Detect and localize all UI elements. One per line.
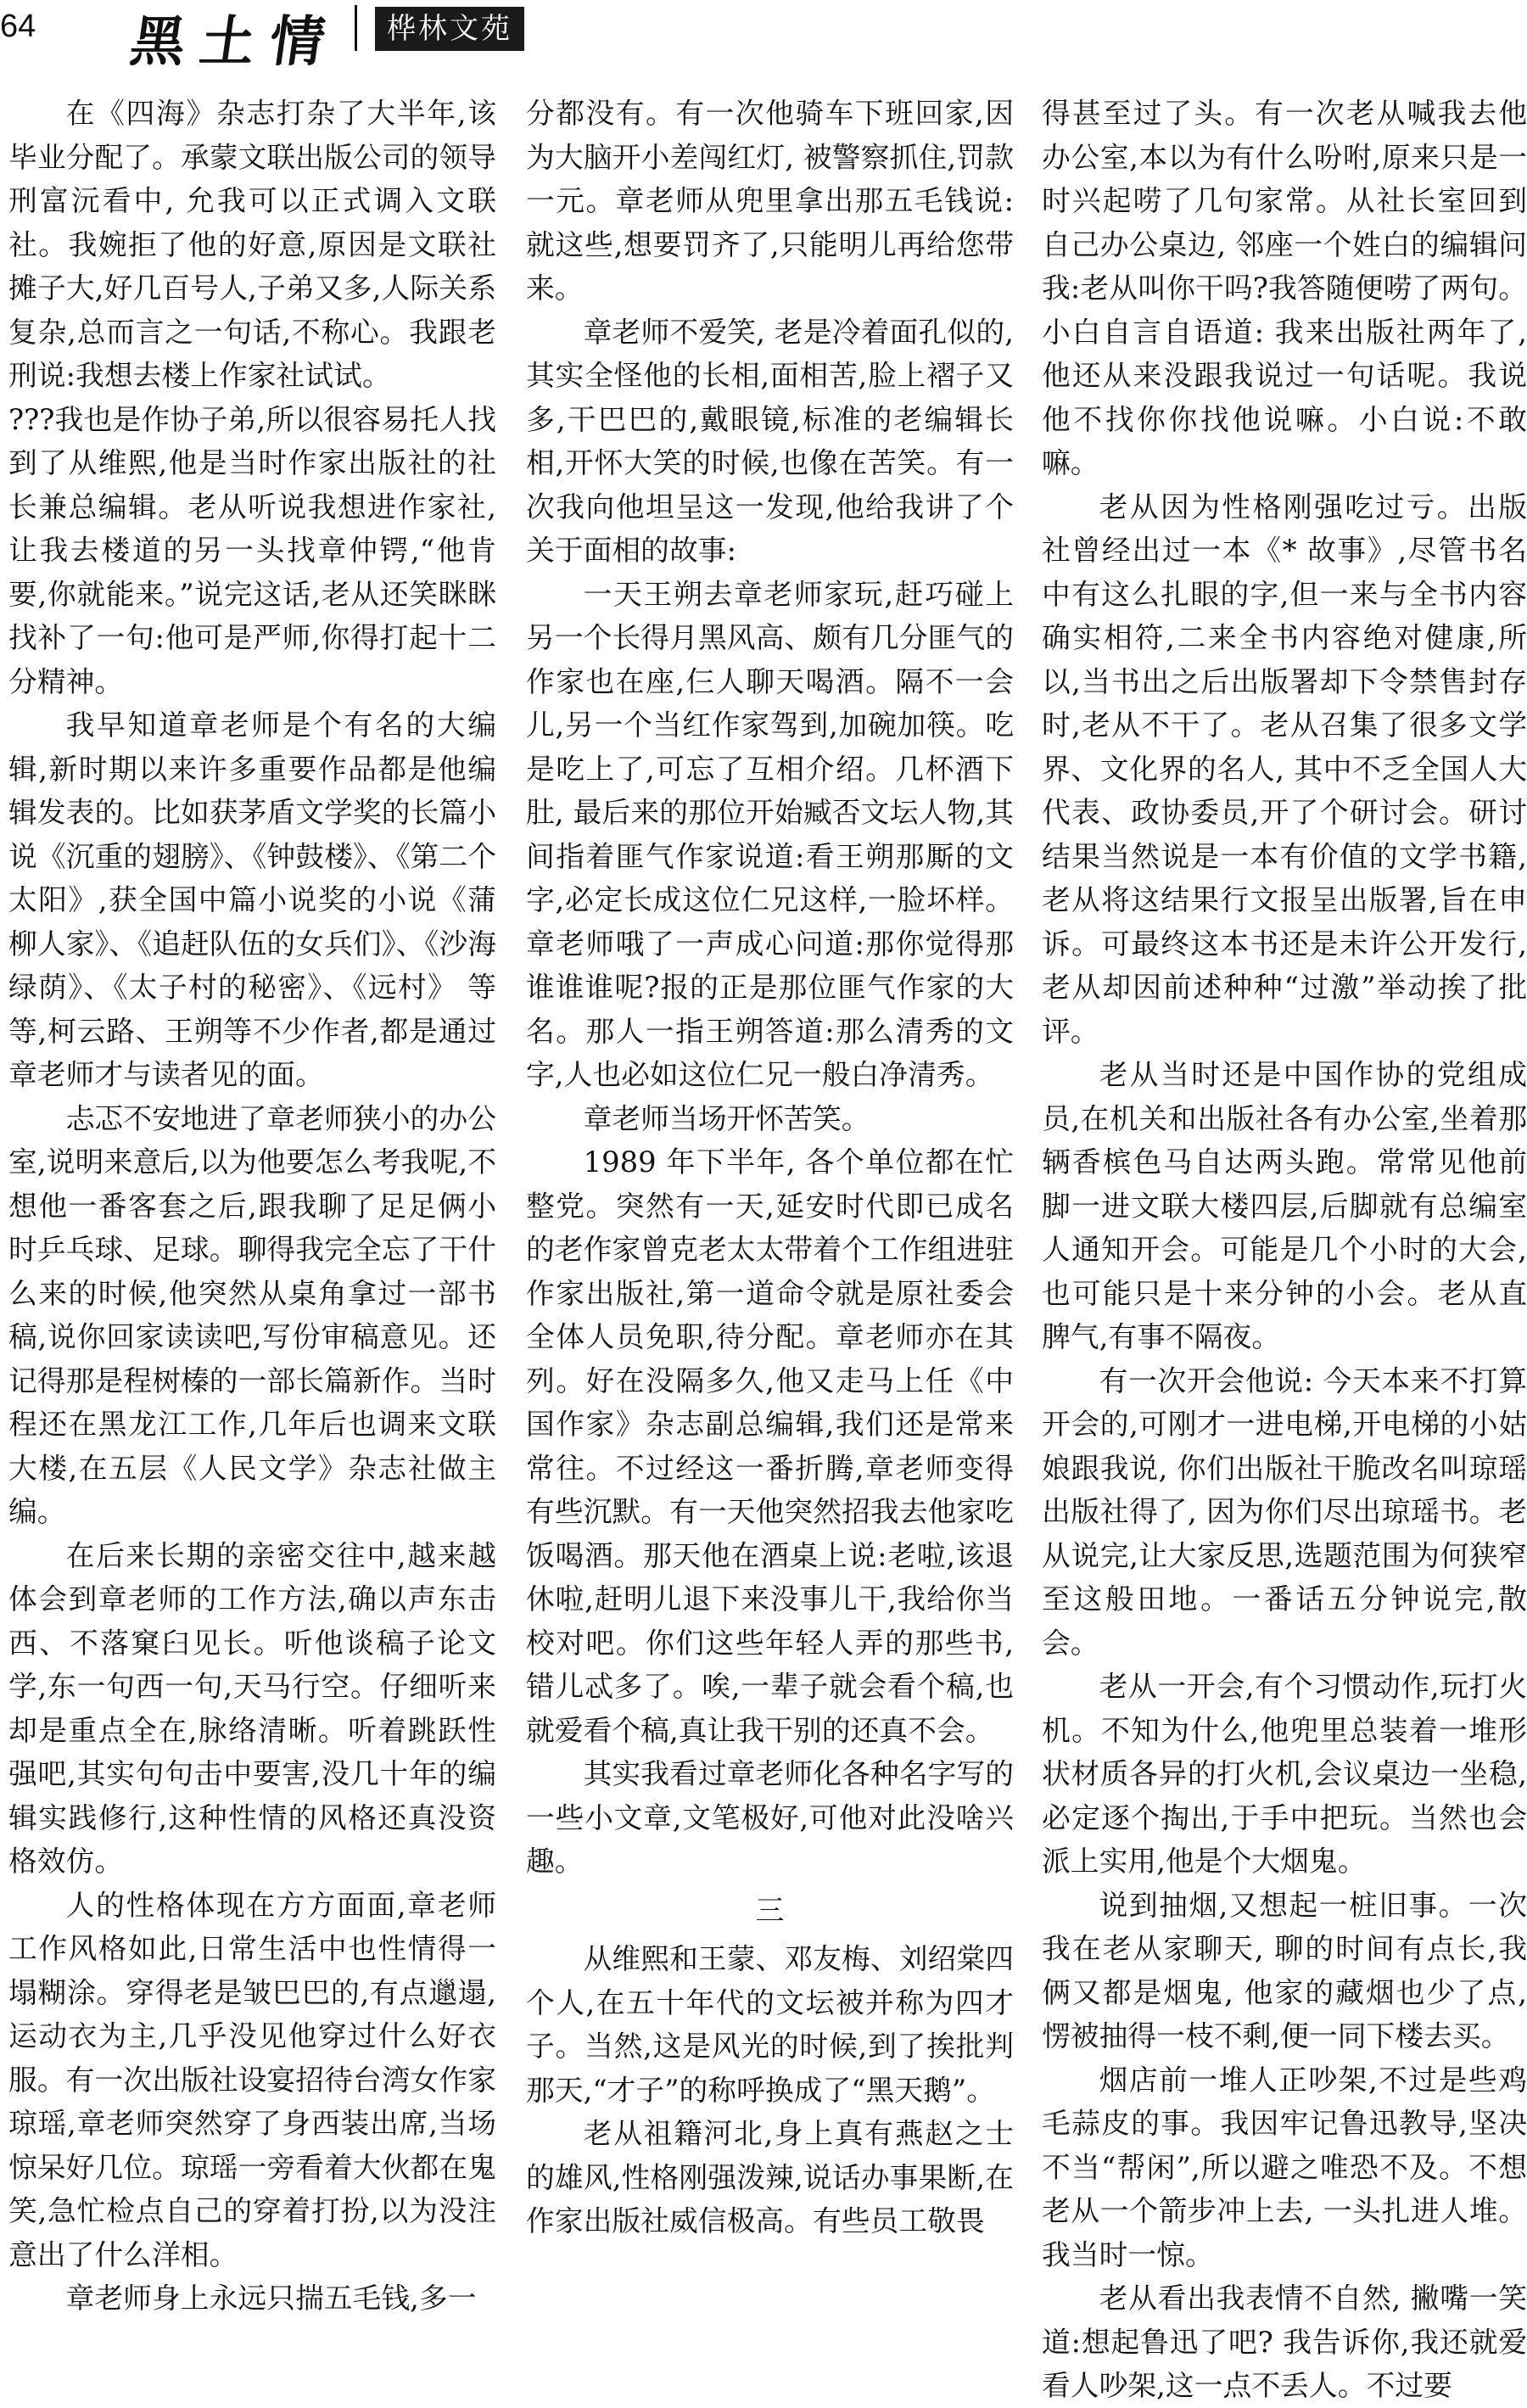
paragraph: 其实我看过章老师化各种名字写的一些小文章,文笔极好,可他对此没啥兴趣。 — [526, 1757, 1014, 1878]
paragraph: 老从看出我表情不自然, 撇嘴一笑道:想起鲁迅了吧? 我告诉你,我还就爱看人吵架,这一点不丢人。不过要 — [1042, 2282, 1527, 2402]
paragraph: 得甚至过了头。有一次老从喊我去他办公室,本以为有什么吩咐,原来只是一时兴起唠了几句家常。从社长室回到自己办公桌边, 邻座一个姓白的编辑问我:老从叫你干吗?我答随便唠了两句。小白自言自语道: 我来出版社两年了,他还从来没跟我说过一句话呢。我说他不找你你找他说嘛。小白说:不敢嘛。 — [1042, 97, 1527, 479]
paragraph: 说到抽烟,又想起一桩旧事。一次我在老从家聊天, 聊的时间有点长,我俩又都是烟鬼, 他家的藏烟也少了点,愣被抽得一枝不剩,便一同下楼去买。 — [1042, 1888, 1527, 2052]
paragraph: 我早知道章老师是个有名的大编辑,新时期以来许多重要作品都是他编辑发表的。比如获茅盾文学奖的长篇小说《沉重的翅膀》、《钟鼓楼》、《第二个太阳》,获全国中篇小说奖的小说《蒲柳人家》、《追赶队伍的女兵们》、《沙海绿荫》、《太子村的秘密》、《远村》 等等,柯云路、王朔等不少作者,都是通过章老师才与读者见的面。 — [8, 708, 496, 1091]
paragraph: 在后来长期的亲密交往中,越来越体会到章老师的工作方法,确以声东击西、不落窠臼见长。听他谈稿子论文学,东一句西一句,天马行空。仔细听来却是重点全在,脉络清晰。听着跳跃性强吧,其实句句击中要害,没几十年的编辑实践修行,这种性情的风格还真没资格效仿。 — [8, 1538, 496, 1878]
text-column-1 — [8, 92, 496, 2315]
paragraph: 1989 年下半年, 各个单位都在忙整党。突然有一天,延安时代即已成名的老作家曾克老太太带着个工作组进驻作家出版社,第一道命令就是原社委会全体人员免职,待分配。章老师亦在其列。好在没隔多久,他又走马上任《中国作家》杂志副总编辑,我们还是常来常往。不过经这一番折腾,章老师变得有些沉默。有一天他突然招我去他家吃饭喝酒。那天他在酒桌上说:老啦,该退休啦,赶明儿退下来没事儿干,我给你当校对吧。你们这些年轻人弄的那些书,错儿忒多了。唉,一辈子就会看个稿,也就爱看个稿,真让我干别的还真不会。 — [526, 1145, 1014, 1747]
paragraph: 章老师当场开怀苦笑。 — [583, 1101, 870, 1135]
paragraph: 章老师不爱笑, 老是冷着面孔似的,其实全怪他的长相,面相苦,脸上褶子又多,干巴巴的,戴眼镜,标准的老编辑长相,开怀大笑的时候,也像在苦笑。有一次我向他坦呈这一发现,他给我讲了个关于面相的故事: — [526, 315, 1014, 567]
column-name-badge: 桦林文苑 — [375, 7, 524, 51]
paragraph: 老从祖籍河北,身上真有燕赵之士的雄风,性格刚强泼辣,说话办事果断,在作家出版社威信极高。有些员工敬畏 — [526, 2117, 1014, 2237]
paragraph: 老从当时还是中国作协的党组成员,在机关和出版社各有办公室,坐着那辆香槟色马自达两头跑。常常见他前脚一进文联大楼四层,后脚就有总编室人通知开会。可能是几个小时的大会,也可能只是十来分钟的小会。老从直脾气,有事不隔夜。 — [1042, 1058, 1527, 1353]
paragraph: 老从因为性格刚强吃过亏。出版社曾经出过一本《* 故事》,尽管书名中有这么扎眼的字,但一来与全书内容确实相符,二来全书内容绝对健康,所以,当书出之后出版署却下令禁售封存时,老从不干了。老从召集了很多文学界、文化界的名人, 其中不乏全国人大代表、政协委员,开了个研讨会。研讨结果当然说是一本有价值的文学书籍,老从将这结果行文报呈出版署,旨在申诉。可最终这本书还是未许公开发行,老从却因前述种种“过激”举动挨了批评。 — [1042, 490, 1527, 1048]
text-column-2 — [526, 92, 1014, 2237]
paragraph: 章老师身上永远只揣五毛钱,多一 — [65, 2282, 477, 2315]
paragraph: 一天王朔去章老师家玩,赶巧碰上另一个长得月黑风高、颇有几分匪气的作家也在座,仨人聊天喝酒。隔不一会儿,另一个当红作家驾到,加碗加筷。吃是吃上了,可忘了互相介绍。几杯酒下肚, 最后来的那位开始臧否文坛人物,其间指着匪气作家说道:看王朔那厮的文字,必定长成这位仁兄这样,一脸坏样。章老师哦了一声成心问道:那你觉得那谁谁谁呢?报的正是那位匪气作家的大名。那人一指王朔答道:那么清秀的文字,人也必如这位仁兄一般白净清秀。 — [526, 577, 1014, 1091]
paragraph: 忐忑不安地进了章老师狭小的办公室,说明来意后,以为他要怎么考我呢,不想他一番客套之后,跟我聊了足足俩小时乒乓球、足球。聊得我完全忘了干什么来的时候,他突然从桌角拿过一部书稿,说你回家读读吧,写份审稿意见。还记得那是程树榛的一部长篇新作。当时程还在黑龙江工作,几年后也调来文联大楼,在五层《人民文学》杂志社做主编。 — [8, 1101, 496, 1528]
paragraph: 从维熙和王蒙、邓友梅、刘绍棠四个人,在五十年代的文坛被并称为四才子。当然,这是风光的时候,到了挨批判那天,“才子”的称呼换成了“黑天鹅”。 — [526, 1942, 1014, 2107]
magazine-title: 黑土情 — [126, 10, 344, 74]
paragraph: 分都没有。有一次他骑车下班回家,因为大脑开小差闯红灯, 被警察抓住,罚款一元。章老师从兜里拿出那五毛钱说:就这些,想要罚齐了,只能明儿再给您带来。 — [526, 97, 1014, 305]
paragraph: 烟店前一堆人正吵架,不过是些鸡毛蒜皮的事。我因牢记鲁迅教导,坚决不当“帮闲”,所以避之唯恐不及。不想老从一个箭步冲上去, 一头扎进人堆。我当时一惊。 — [1042, 2063, 1527, 2271]
section-heading: 三 — [755, 1893, 785, 1927]
article-body — [0, 92, 1527, 2402]
paragraph: 老从一开会,有个习惯动作,玩打火机。不知为什么,他兜里总装着一堆形状材质各异的打火机,会议桌边一坐稳,必定逐个掏出,于手中把玩。当然也会派上实用,他是个大烟鬼。 — [1042, 1670, 1527, 1878]
page-number: 64 — [0, 8, 36, 44]
page-header — [0, 0, 1527, 85]
text-column-3 — [1042, 92, 1527, 2402]
paragraph: ???我也是作协子弟,所以很容易托人找到了从维熙,他是当时作家出版社的社长兼总编辑。老从听说我想进作家社,让我去楼道的另一头找章仲锷,“他肯要,你就能来。”说完这话,老从还笑眯眯找补了一句:他可是严师,你得打起十二分精神。 — [8, 402, 496, 698]
header-divider — [355, 5, 357, 51]
paragraph: 人的性格体现在方方面面,章老师工作风格如此,日常生活中也性情得一塌糊涂。穿得老是皱巴巴的,有点邋遢,运动衣为主,几乎没见他穿过什么好衣服。有一次出版社设宴招待台湾女作家琼瑶,章老师突然穿了身西装出席,当场惊呆好几位。琼瑶一旁看着大伙都在鬼笑,急忙检点自己的穿着打扮,以为没注意出了什么洋相。 — [8, 1888, 496, 2271]
paragraph: 在《四海》杂志打杂了大半年,该毕业分配了。承蒙文联出版公司的领导刑富沅看中, 允我可以正式调入文联社。我婉拒了他的好意,原因是文联社摊子大,好几百号人,子弟又多,人际关系复杂,总而言之一句话,不称心。我跟老刑说:我想去楼上作家社试试。 — [8, 97, 496, 392]
paragraph: 有一次开会他说: 今天本来不打算开会的,可刚才一进电梯,开电梯的小姑娘跟我说, 你们出版社干脆改名叫琼瑶出版社得了, 因为你们尽出琼瑶书。老从说完,让大家反思,选题范围为何狭窄至这般田地。一番话五分钟说完,散会。 — [1042, 1364, 1527, 1660]
